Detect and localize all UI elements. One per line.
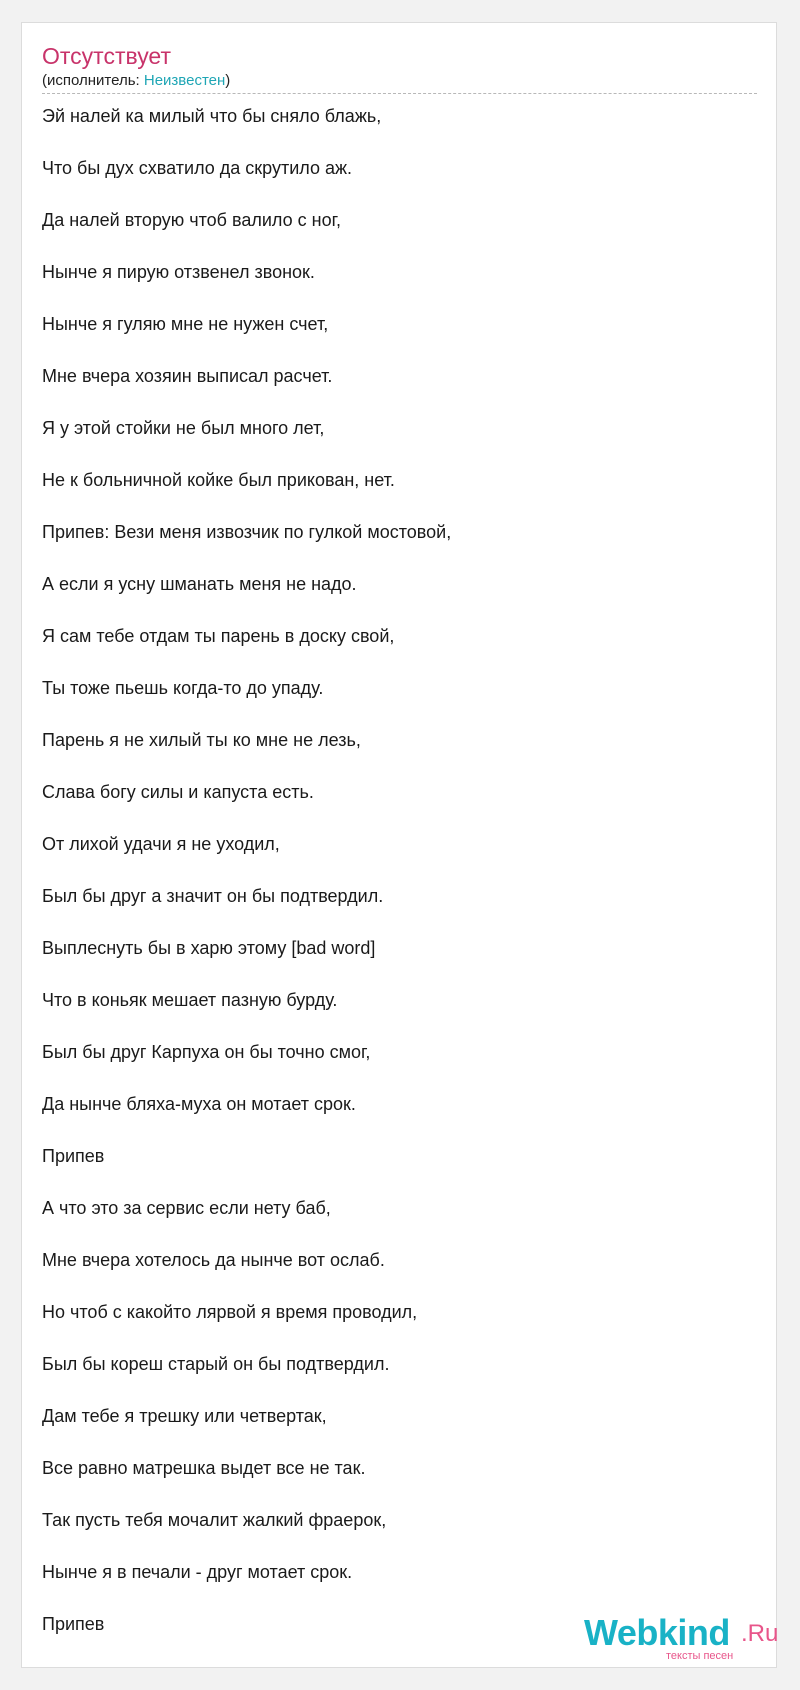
lyric-line: От лихой удачи я не уходил, (42, 834, 280, 854)
artist-line (42, 72, 230, 89)
lyric-line: Слава богу силы и капуста есть. (42, 782, 314, 802)
lyric-line: Парень я не хилый ты ко мне не лезь, (42, 730, 361, 750)
logo-word: Webkind (584, 1612, 730, 1653)
lyric-line: Нынче я гуляю мне не нужен счет, (42, 314, 329, 334)
lyric-line: Да налей вторую чтоб валило с ног, (42, 210, 341, 230)
lyric-line: Припев (42, 1146, 105, 1166)
logo-tagline: тексты песен (666, 1650, 734, 1662)
lyric-line: Припев (42, 1614, 105, 1634)
lyric-line: Нынче я пирую отзвенел звонок. (42, 262, 315, 282)
artist-link[interactable]: Неизвестен (143, 72, 226, 89)
song-title: Отсутствует (42, 43, 171, 69)
artist-prefix: (исполнитель: (42, 72, 144, 89)
lyric-line: Не к больничной койке был прикован, нет. (42, 470, 395, 490)
lyric-line: Что в коньяк мешает пазную бурду. (42, 990, 338, 1010)
lyrics-card (21, 22, 777, 1668)
webkind-logo[interactable] (584, 1612, 779, 1665)
lyric-line: А если я усну шманать меня не надо. (42, 574, 357, 594)
lyric-line: Но чтоб с какойто лярвой я время проводил, (42, 1302, 418, 1322)
lyrics-text (42, 107, 757, 1667)
lyric-line: Припев: Вези меня извозчик по гулкой мостовой, (42, 522, 452, 542)
lyric-line: Выплеснуть бы в харю этому [bad word] (42, 938, 376, 958)
lyric-line: А что это за сервис если нету баб, (42, 1198, 331, 1218)
lyric-line: Я у этой стойки не был много лет, (42, 418, 325, 438)
lyric-line: Мне вчера хотелось да нынче вот ослаб. (42, 1250, 385, 1270)
lyric-line: Нынче я в печали - друг мотает срок. (42, 1562, 353, 1582)
lyric-line: Все равно матрешка выдет все не так. (42, 1458, 366, 1478)
lyric-line: Я сам тебе отдам ты парень в доску свой, (42, 626, 395, 646)
lyric-line: Дам тебе я трешку или четвертак, (42, 1406, 327, 1426)
lyric-line: Был бы друг Карпуха он бы точно смог, (42, 1042, 371, 1062)
lyric-line: Так пусть тебя мочалит жалкий фраерок, (42, 1510, 387, 1530)
lyric-line: Ты тоже пьешь когда-то до упаду. (42, 678, 324, 698)
lyric-line: Что бы дух схватило да скрутило аж. (42, 158, 353, 178)
dashed-divider (42, 93, 757, 94)
lyric-line: Да нынче бляха-муха он мотает срок. (42, 1094, 356, 1114)
lyric-line: Был бы кореш старый он бы подтвердил. (42, 1354, 390, 1374)
lyric-line: Эй налей ка милый что бы сняло блажь, (42, 106, 382, 126)
artist-suffix: ) (225, 72, 231, 89)
lyric-line: Был бы друг а значит он бы подтвердил. (42, 886, 384, 906)
lyric-line: Мне вчера хозяин выписал расчет. (42, 366, 333, 386)
logo-tld: .Ru (741, 1620, 779, 1647)
